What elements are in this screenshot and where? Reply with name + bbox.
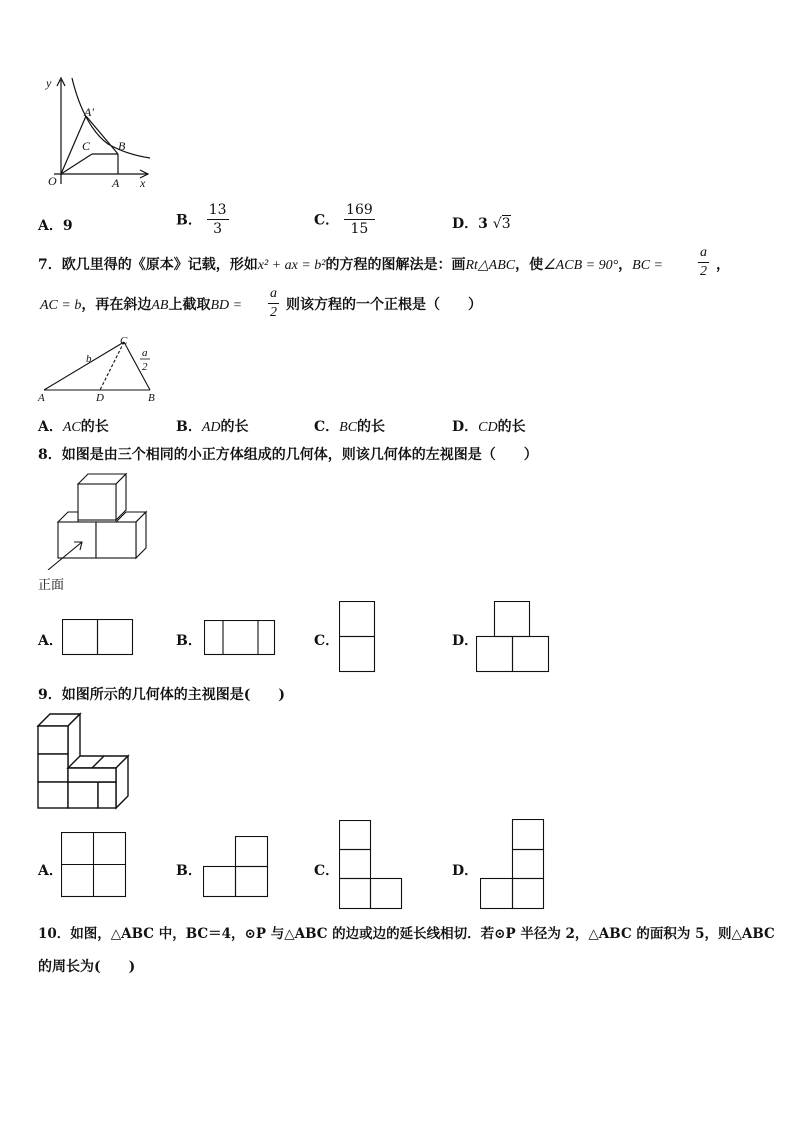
q9-option-d-figure[interactable]	[480, 819, 546, 911]
q8-option-d-label[interactable]: D．	[452, 633, 479, 649]
q8-question: 8．如图是由三个相同的小正方体组成的几何体，则该几何体的左视图是（ ）	[38, 447, 538, 463]
q10-line1: 10．如图，△ABC 中，BC＝4，⊙P 与△ABC 的边或边的延长线相切．若⊙P 半径为 2，△ABC 的面积为 5，则△ABC	[38, 926, 775, 942]
q8-option-c-figure[interactable]	[339, 601, 376, 673]
q7-option-d[interactable]: D．CD的长	[452, 419, 526, 435]
q9-option-d-label[interactable]: D．	[452, 863, 479, 879]
q7-bc-fraction: $\frac{a}{2}$	[700, 245, 707, 279]
q7-fig-a: A	[38, 392, 45, 404]
q9-option-c-figure[interactable]	[339, 820, 403, 910]
q9-option-c-label[interactable]: C．	[314, 863, 340, 879]
q7-fig-b: B	[148, 392, 155, 404]
q8-cube-figure	[38, 470, 158, 570]
q8-option-b-figure[interactable]	[204, 620, 276, 656]
q10-line2: 的周长为( )	[38, 959, 136, 975]
q6-graph	[36, 72, 156, 192]
q9-question: 9．如图所示的几何体的主视图是( )	[38, 687, 285, 703]
q7-bd-fraction: $\frac{a}{2}$	[270, 286, 277, 320]
q8-option-a-label[interactable]: A．	[38, 633, 63, 649]
q7-fig-a-label: a	[142, 347, 148, 359]
q6-label-o: O	[48, 174, 57, 188]
q6-option-c-fraction: $\frac{169}{15}$	[346, 202, 373, 237]
q6-label-a: A	[112, 176, 120, 190]
q6-label-b: B	[118, 139, 126, 153]
q7-line1-end: ，	[716, 257, 730, 273]
q6-option-c[interactable]: C． $\frac{169}{15}$	[314, 202, 373, 237]
q9-option-a-label[interactable]: A．	[38, 863, 63, 879]
q7-option-c[interactable]: C．BC的长	[314, 419, 386, 435]
sqrt-icon: √	[492, 216, 502, 232]
q9-option-b-figure[interactable]	[203, 836, 269, 898]
q6-option-a[interactable]: A．9	[38, 218, 73, 234]
q6-label-c: C	[82, 139, 91, 153]
q7-option-a[interactable]: A．AC的长	[38, 419, 109, 435]
q7-line2-end: 则该方程的一个正根是（ ）	[286, 297, 482, 313]
q8-option-d-figure[interactable]	[476, 601, 550, 673]
q9-cube-figure	[36, 710, 132, 810]
q6-label-x: x	[140, 176, 146, 190]
q7-line1: 7．欧几里得的《原本》记载，形如x² + ax = b²的方程的图解法是：画Rt△ABC，使∠ACB = 90°，BC =	[38, 257, 664, 273]
q7-option-b[interactable]: B．AD的长	[176, 419, 249, 435]
q7-fig-b-side: b	[86, 353, 92, 365]
q7-fig-c: C	[120, 335, 128, 347]
q9-option-a-figure[interactable]	[61, 832, 127, 898]
q8-option-b-label[interactable]: B．	[176, 633, 202, 649]
q7-line2: AC = b，再在斜边AB上截取BD =	[40, 297, 243, 313]
q6-option-b[interactable]: B． $\frac{13}{3}$	[176, 202, 227, 237]
q8-option-a-figure[interactable]	[62, 619, 134, 656]
q9-option-b-label[interactable]: B．	[176, 863, 202, 879]
q8-front-label: 正面	[38, 578, 65, 593]
q7-fig-d: D	[96, 392, 104, 404]
q7-triangle-figure	[36, 334, 166, 404]
q7-fig-two: 2	[142, 361, 148, 373]
q6-label-y: y	[46, 76, 52, 90]
q6-option-b-fraction: $\frac{13}{3}$	[208, 202, 227, 237]
q6-label-a-prime: A′	[84, 105, 94, 119]
q8-option-c-label[interactable]: C．	[314, 633, 340, 649]
q6-option-d[interactable]: D．3 √3	[452, 216, 511, 232]
